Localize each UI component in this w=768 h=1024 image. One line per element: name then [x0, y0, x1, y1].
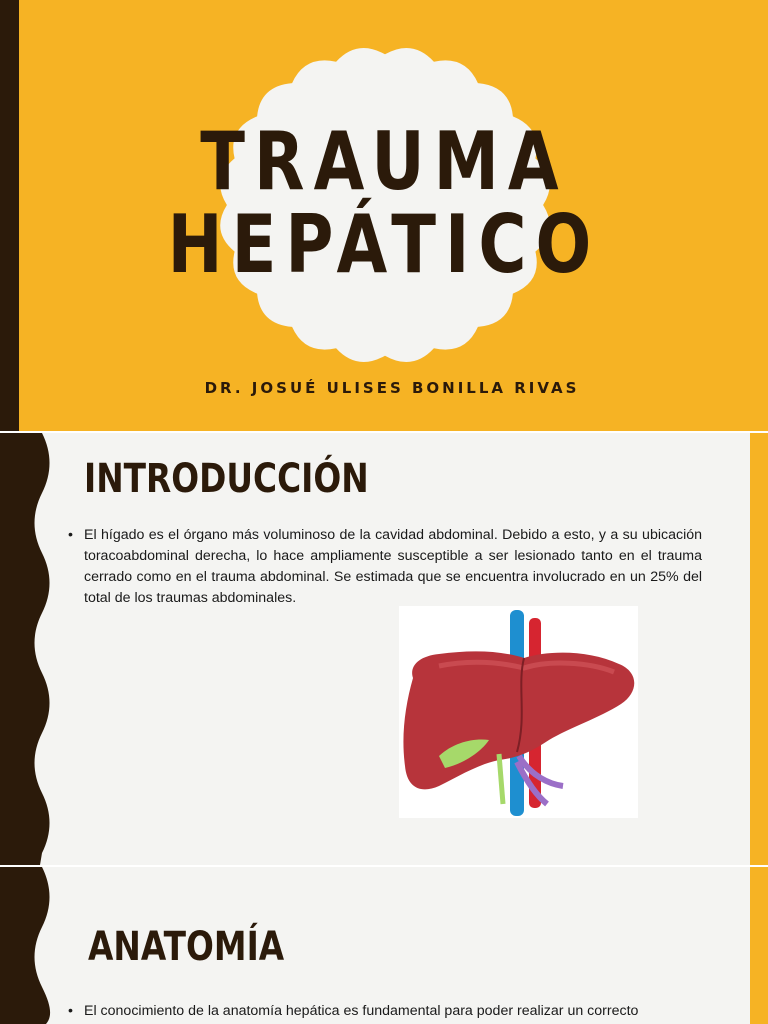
- intro-bullet-text: El hígado es el órgano más voluminoso de la cavidad abdominal. Debido a esto, y a su ubicación toracoabdominal derecha, lo hace ampliamente susceptible a ser lesionado tanto en el trauma cerrado como en el trauma abdominal. Se estimada que se encuentra involucrado en un 25% del total de los traumas abdominales.: [84, 527, 702, 606]
- intro-bullet: [68, 525, 702, 609]
- bullet-marker: •: [68, 1003, 73, 1019]
- wave-border: [0, 433, 60, 865]
- anatomy-slide: [0, 867, 768, 1024]
- intro-heading: INTRODUCCIÓN: [84, 456, 369, 502]
- title-line-2: HEPÁTICO: [167, 198, 601, 291]
- bullet-marker: •: [68, 527, 73, 543]
- liver-image: [399, 606, 638, 818]
- liver-illustration-icon: [399, 606, 638, 818]
- anatomy-heading: ANATOMÍA: [88, 924, 285, 970]
- left-accent-bar: [0, 0, 19, 431]
- title-line-1: TRAUMA: [200, 115, 568, 208]
- right-accent-bar: [750, 867, 768, 1024]
- author-name: DR. JOSUÉ ULISES BONILLA RIVAS: [204, 379, 580, 397]
- wave-border: [0, 867, 60, 1024]
- intro-slide: [0, 433, 768, 865]
- right-accent-bar: [750, 433, 768, 865]
- anatomy-bullet-text: El conocimiento de la anatomía hepática es fundamental para poder realizar un correcto: [84, 1003, 639, 1019]
- anatomy-bullet: [68, 1001, 702, 1022]
- title-slide: [0, 0, 768, 431]
